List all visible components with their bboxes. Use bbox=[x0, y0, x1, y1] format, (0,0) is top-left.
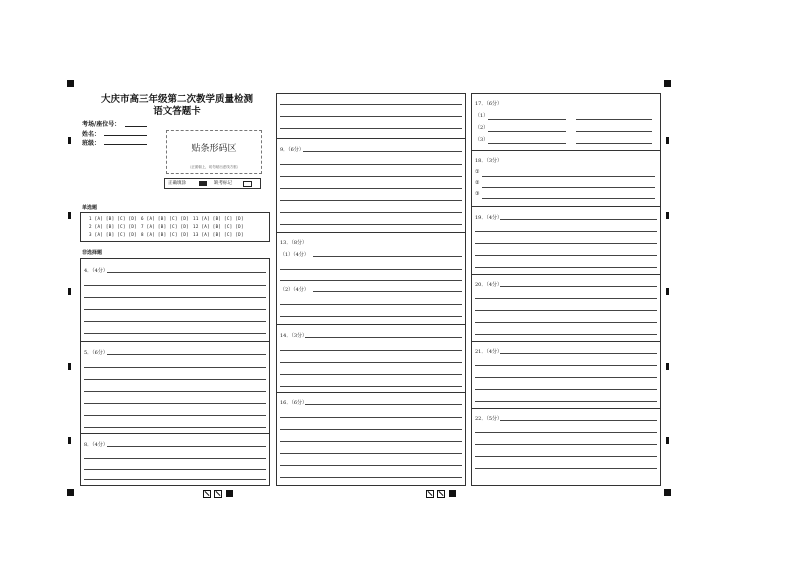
mc-question[interactable]: 13 [A] [B] [C] [D] bbox=[193, 232, 244, 237]
answer-line[interactable] bbox=[280, 224, 462, 225]
class-field[interactable] bbox=[104, 144, 147, 145]
name-label: 姓名： bbox=[82, 131, 101, 138]
question-divider bbox=[277, 138, 465, 139]
mc-question[interactable]: 12 [A] [B] [C] [D] bbox=[193, 224, 244, 229]
question-label-19: 19．（4分） bbox=[475, 215, 503, 221]
question-label-4: 4．（4分） bbox=[84, 268, 108, 274]
mc-question[interactable]: 1 [A] [B] [C] [D] bbox=[89, 216, 137, 221]
question-label-13-1: （1）（4分） bbox=[280, 252, 309, 258]
answer-line[interactable] bbox=[576, 143, 652, 144]
exam-seat-label: 考场/座位号： bbox=[82, 121, 121, 128]
absent-mark-checkbox[interactable] bbox=[243, 181, 252, 187]
answer-line[interactable] bbox=[84, 391, 266, 392]
answer-line[interactable] bbox=[280, 362, 462, 363]
question-label-18: 18．（3分） bbox=[475, 158, 503, 164]
answer-line[interactable] bbox=[475, 432, 657, 433]
answer-line[interactable] bbox=[576, 131, 652, 132]
answer-line[interactable] bbox=[482, 176, 655, 177]
question-label-17: 17．（6分） bbox=[475, 101, 503, 107]
answer-line[interactable] bbox=[280, 316, 462, 317]
question-18-item-1: ① bbox=[475, 169, 480, 175]
answer-line[interactable] bbox=[280, 429, 462, 430]
class-label: 班级： bbox=[82, 140, 101, 147]
page-marker-box bbox=[437, 490, 445, 498]
page-marker-solid bbox=[226, 490, 233, 497]
answer-line[interactable] bbox=[84, 285, 266, 286]
mc-question[interactable]: 3 [A] [B] [C] [D] bbox=[89, 232, 137, 237]
question-label-20: 20．（4分） bbox=[475, 282, 503, 288]
sheet-title: 大庆市高三年级第二次教学质量检测 bbox=[100, 94, 253, 105]
answer-line[interactable] bbox=[84, 309, 266, 310]
barcode-area bbox=[166, 130, 262, 174]
answer-line[interactable] bbox=[280, 304, 462, 305]
mc-question[interactable]: 11 [A] [B] [C] [D] bbox=[193, 216, 244, 221]
timing-tick-left bbox=[68, 437, 71, 444]
question-18-item-2: ② bbox=[475, 180, 480, 186]
answer-line[interactable] bbox=[500, 286, 657, 287]
answer-line[interactable] bbox=[305, 404, 462, 405]
page-marker-box bbox=[214, 490, 222, 498]
question-label-13-2: （2）（4分） bbox=[280, 287, 309, 293]
answer-line[interactable] bbox=[84, 297, 266, 298]
registration-mark-top-right bbox=[664, 80, 671, 87]
sheet-subtitle: 语文答题卡 bbox=[153, 106, 201, 117]
registration-mark-top-left bbox=[67, 80, 74, 87]
question-divider bbox=[472, 206, 660, 207]
answer-line[interactable] bbox=[475, 456, 657, 457]
mc-question[interactable]: 8 [A] [B] [C] [D] bbox=[141, 232, 189, 237]
timing-tick-left bbox=[68, 363, 71, 370]
mc-answer-grid bbox=[80, 212, 270, 242]
timing-tick-right bbox=[666, 437, 669, 444]
answer-line[interactable] bbox=[280, 374, 462, 375]
mc-question[interactable]: 7 [A] [B] [C] [D] bbox=[141, 224, 189, 229]
question-divider bbox=[472, 408, 660, 409]
answer-line[interactable] bbox=[84, 379, 266, 380]
answer-line[interactable] bbox=[475, 389, 657, 390]
answer-line[interactable] bbox=[305, 337, 462, 338]
answer-line[interactable] bbox=[488, 143, 566, 144]
answer-line[interactable] bbox=[280, 350, 462, 351]
answer-line[interactable] bbox=[475, 322, 657, 323]
answer-line[interactable] bbox=[280, 116, 462, 117]
answer-line[interactable] bbox=[280, 477, 462, 478]
answer-line[interactable] bbox=[280, 280, 462, 281]
answer-line[interactable] bbox=[280, 465, 462, 466]
answer-line[interactable] bbox=[280, 386, 462, 387]
answer-line[interactable] bbox=[482, 198, 655, 199]
exam-seat-field[interactable] bbox=[125, 126, 147, 127]
question-label-13: 13．（8分） bbox=[280, 240, 308, 246]
question-divider bbox=[277, 324, 465, 325]
answer-line[interactable] bbox=[475, 267, 657, 268]
answer-line[interactable] bbox=[107, 354, 266, 355]
answer-line[interactable] bbox=[84, 321, 266, 322]
barcode-title: 贴条形码区 bbox=[191, 144, 237, 154]
answer-line[interactable] bbox=[488, 131, 566, 132]
answer-line[interactable] bbox=[107, 272, 266, 273]
timing-tick-left bbox=[68, 288, 71, 295]
absent-mark-label: 缺考标记 bbox=[214, 181, 232, 186]
timing-tick-left bbox=[68, 137, 71, 144]
answer-line[interactable] bbox=[313, 256, 462, 257]
answer-line[interactable] bbox=[84, 479, 266, 480]
answer-column-2 bbox=[276, 93, 466, 486]
question-label-9: 9．（6分） bbox=[280, 147, 304, 153]
question-divider bbox=[472, 341, 660, 342]
answer-line[interactable] bbox=[475, 365, 657, 366]
answer-column-1 bbox=[80, 258, 270, 486]
question-label-16: 16．（6分） bbox=[280, 400, 308, 406]
registration-mark-bottom-left bbox=[67, 489, 74, 496]
correct-fill-sample bbox=[199, 181, 207, 186]
page-marker-box bbox=[426, 490, 434, 498]
answer-line[interactable] bbox=[313, 291, 462, 292]
question-divider bbox=[81, 341, 269, 342]
answer-line[interactable] bbox=[84, 469, 266, 470]
question-17-item-3: （3） bbox=[475, 137, 489, 143]
timing-tick-right bbox=[666, 288, 669, 295]
mc-question[interactable]: 2 [A] [B] [C] [D] bbox=[89, 224, 137, 229]
question-divider bbox=[472, 274, 660, 275]
answer-line[interactable] bbox=[280, 453, 462, 454]
timing-tick-right bbox=[666, 212, 669, 219]
answer-line[interactable] bbox=[280, 212, 462, 213]
answer-line[interactable] bbox=[500, 219, 657, 220]
name-field[interactable] bbox=[104, 135, 147, 136]
answer-line[interactable] bbox=[280, 176, 462, 177]
page-marker-box bbox=[203, 490, 211, 498]
answer-line[interactable] bbox=[280, 188, 462, 189]
question-17-item-1: （1） bbox=[475, 113, 489, 119]
question-18-item-3: ③ bbox=[475, 191, 480, 197]
answer-line[interactable] bbox=[475, 468, 657, 469]
answer-line[interactable] bbox=[475, 401, 657, 402]
barcode-note: （正面朝上，切勿贴出虚线方框） bbox=[187, 165, 241, 169]
free-response-section-label: 非选择题 bbox=[82, 250, 103, 256]
answer-line[interactable] bbox=[475, 298, 657, 299]
correct-fill-label: 正确填涂 bbox=[168, 181, 186, 186]
answer-line[interactable] bbox=[84, 458, 266, 459]
mc-question[interactable]: 6 [A] [B] [C] [D] bbox=[141, 216, 189, 221]
answer-line[interactable] bbox=[280, 417, 462, 418]
timing-tick-right bbox=[666, 137, 669, 144]
fill-legend bbox=[164, 178, 261, 189]
answer-line[interactable] bbox=[280, 200, 462, 201]
question-divider bbox=[81, 433, 269, 434]
answer-line[interactable] bbox=[280, 441, 462, 442]
answer-line[interactable] bbox=[280, 269, 462, 270]
question-label-14: 14．（3分） bbox=[280, 333, 308, 339]
question-17-item-2: （2） bbox=[475, 125, 489, 131]
answer-line[interactable] bbox=[475, 377, 657, 378]
answer-line[interactable] bbox=[488, 119, 566, 120]
answer-line[interactable] bbox=[84, 415, 266, 416]
answer-line[interactable] bbox=[576, 119, 652, 120]
timing-tick-left bbox=[68, 212, 71, 219]
answer-line[interactable] bbox=[500, 420, 657, 421]
answer-line[interactable] bbox=[500, 353, 657, 354]
question-divider bbox=[277, 392, 465, 393]
answer-line[interactable] bbox=[475, 334, 657, 335]
answer-line[interactable] bbox=[482, 187, 655, 188]
answer-line[interactable] bbox=[84, 333, 266, 334]
answer-line[interactable] bbox=[280, 164, 462, 165]
question-divider bbox=[277, 232, 465, 233]
question-label-5: 5．（6分） bbox=[84, 350, 108, 356]
mc-section-label: 单选题 bbox=[82, 205, 98, 211]
answer-column-3 bbox=[471, 93, 661, 486]
answer-line[interactable] bbox=[84, 367, 266, 368]
question-label-22: 22．（5分） bbox=[475, 416, 503, 422]
answer-line[interactable] bbox=[475, 255, 657, 256]
question-divider bbox=[472, 150, 660, 151]
page-marker-solid bbox=[449, 490, 456, 497]
registration-mark-bottom-right bbox=[664, 489, 671, 496]
answer-line[interactable] bbox=[84, 427, 266, 428]
answer-line[interactable] bbox=[303, 151, 462, 152]
timing-tick-right bbox=[666, 363, 669, 370]
answer-line[interactable] bbox=[280, 104, 462, 105]
answer-line[interactable] bbox=[107, 446, 266, 447]
answer-line[interactable] bbox=[475, 231, 657, 232]
question-label-21: 21．（4分） bbox=[475, 349, 503, 355]
answer-line[interactable] bbox=[84, 403, 266, 404]
question-label-8: 8．（4分） bbox=[84, 442, 108, 448]
answer-line[interactable] bbox=[475, 243, 657, 244]
answer-line[interactable] bbox=[475, 310, 657, 311]
answer-line[interactable] bbox=[280, 128, 462, 129]
answer-line[interactable] bbox=[475, 444, 657, 445]
